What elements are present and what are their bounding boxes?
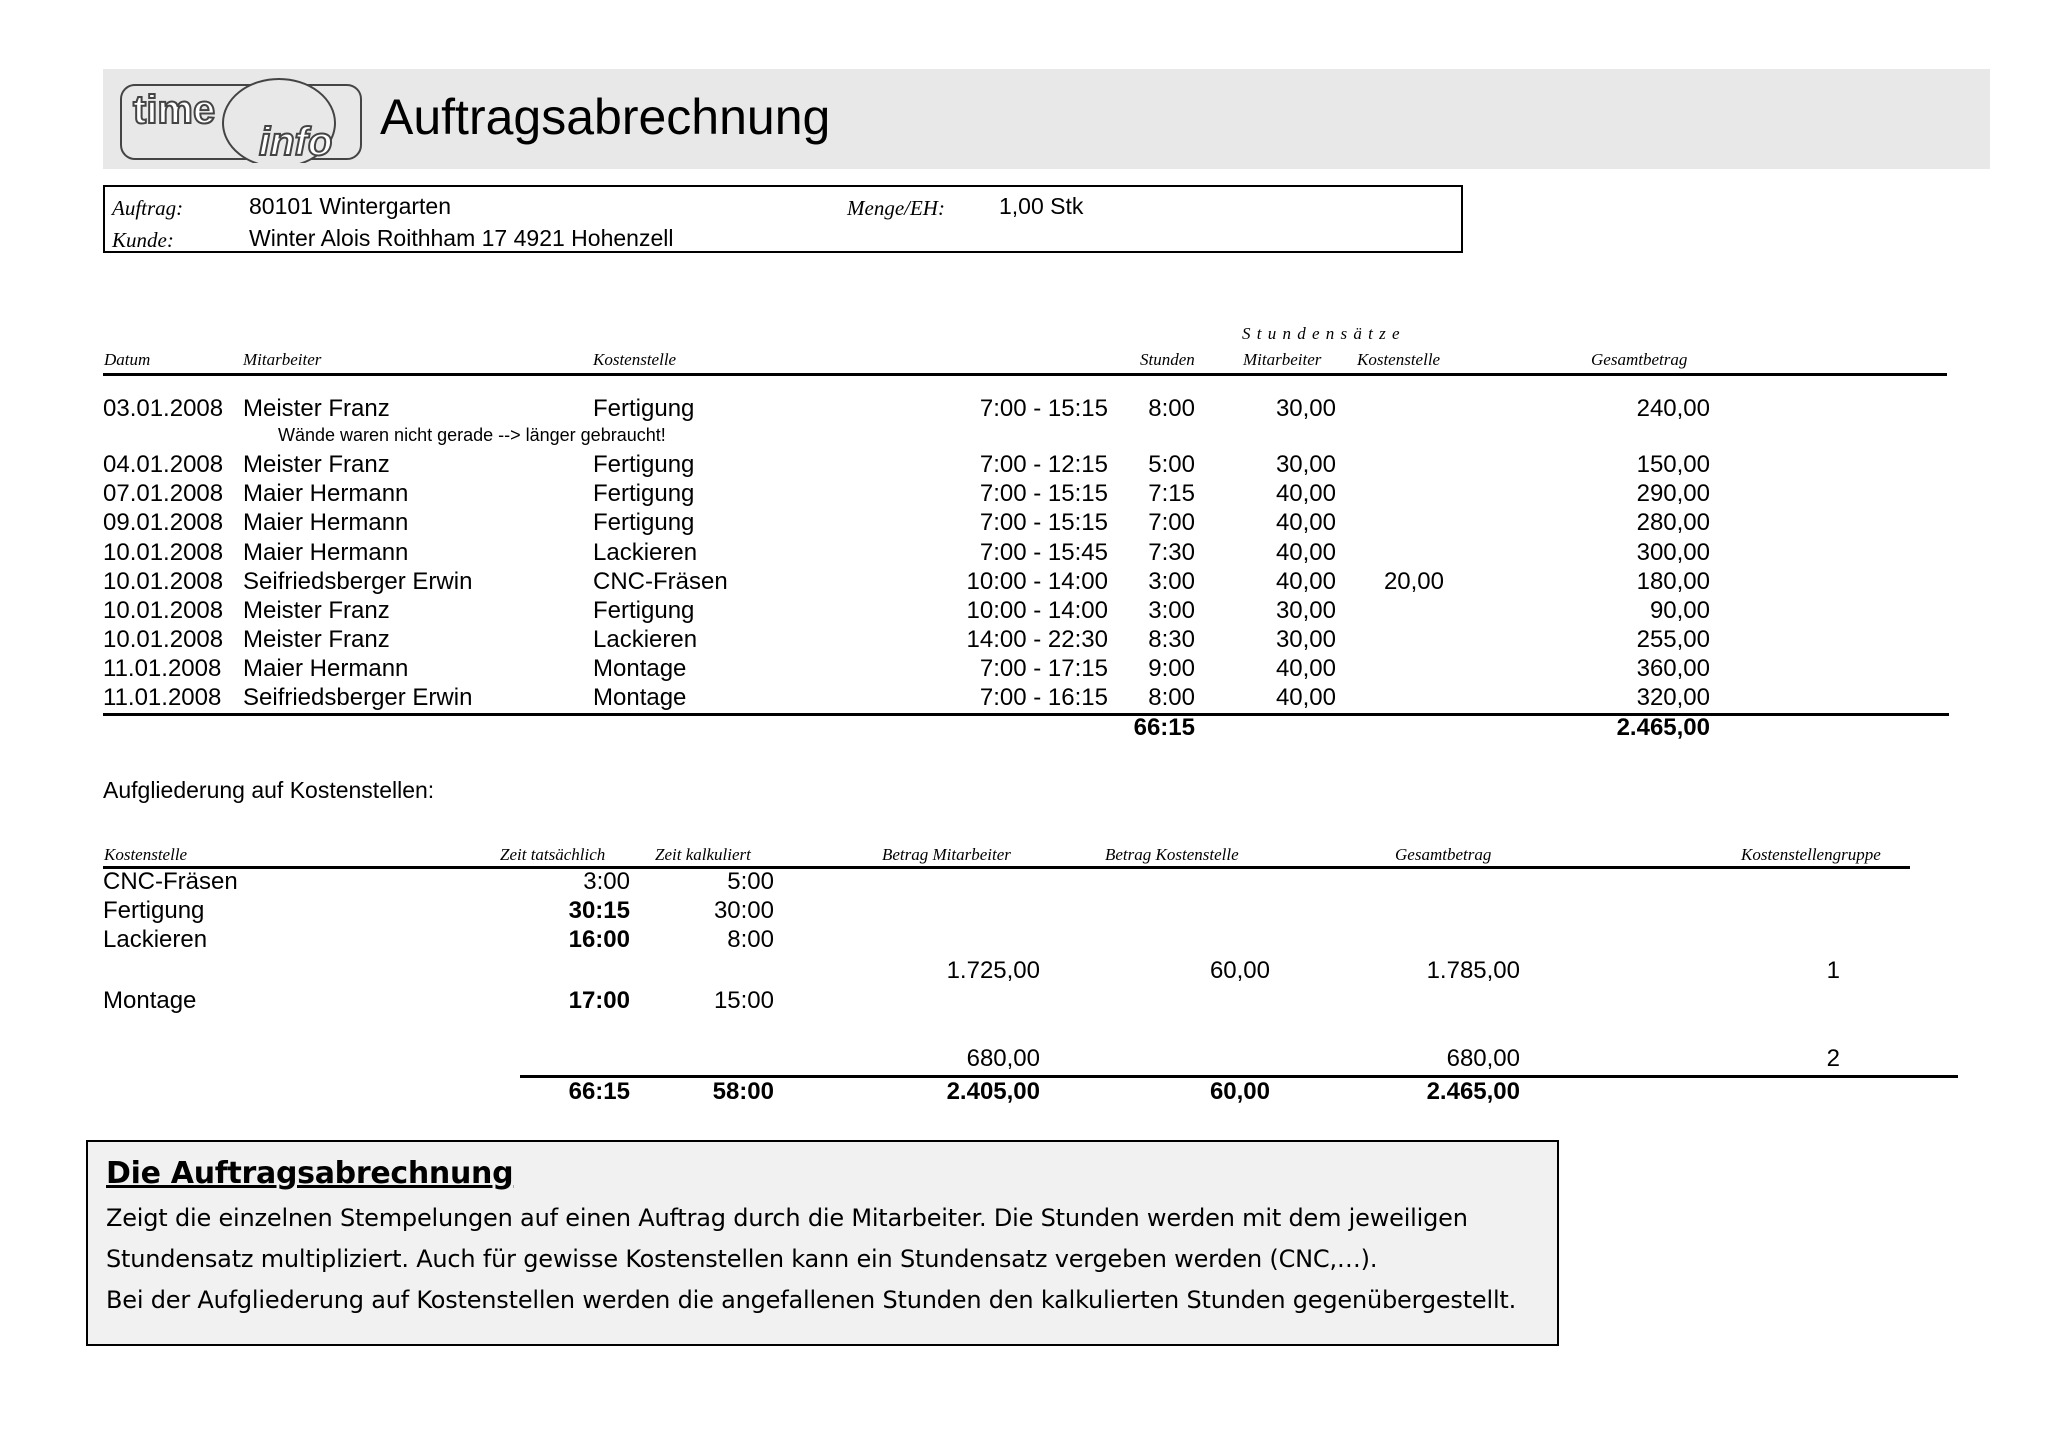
booking-zeit: 7:00 - 16:15: [979, 684, 1108, 711]
bd-row-zeit-k: 30:00: [713, 897, 774, 924]
kunde-value: Winter Alois Roithham 17 4921 Hohenzell: [249, 225, 674, 251]
booking-mitarbeiter: Meister Franz: [243, 395, 390, 422]
bd-row-zeit-k: 8:00: [727, 926, 774, 953]
bd-total-betrag-ks: 60,00: [1209, 1078, 1270, 1105]
booking-satz-ma: 30,00: [1275, 626, 1336, 653]
booking-satz-ma: 40,00: [1275, 480, 1336, 507]
booking-mitarbeiter: Meister Franz: [243, 451, 390, 478]
bd-group2-gesamt: 680,00: [1446, 1045, 1520, 1072]
col-kostenstelle: Kostenstelle: [593, 350, 677, 369]
booking-zeit: 7:00 - 15:15: [979, 480, 1108, 507]
bd-row-zeit-k: 5:00: [727, 868, 774, 895]
bd-row-zeit-k: 15:00: [713, 987, 774, 1014]
menge-label: Menge/EH:: [847, 196, 945, 220]
booking-datum: 09.01.2008: [103, 509, 224, 536]
booking-zeit: 7:00 - 15:15: [979, 395, 1108, 422]
col-stunden: Stunden: [1140, 350, 1195, 369]
booking-stunden: 8:00: [1148, 395, 1195, 422]
kunde-label: Kunde:: [112, 228, 174, 252]
booking-zeit: 7:00 - 15:15: [979, 509, 1108, 536]
auftrag-label: Auftrag:: [112, 196, 184, 220]
bd-col-betrag-mitarbeiter: Betrag Mitarbeiter: [882, 845, 1011, 864]
booking-mitarbeiter: Maier Hermann: [243, 509, 409, 536]
booking-gesamt: 255,00: [1636, 626, 1710, 653]
booking-kostenstelle: Fertigung: [593, 597, 695, 624]
svg-text:time: time: [133, 88, 216, 132]
booking-mitarbeiter: Meister Franz: [243, 597, 390, 624]
bd-group1-betrag-ma: 1.725,00: [946, 957, 1040, 984]
bookings-total-stunden: 66:15: [1133, 714, 1195, 741]
booking-datum: 11.01.2008: [103, 684, 222, 711]
booking-kostenstelle: Montage: [593, 684, 687, 711]
booking-zeit: 10:00 - 14:00: [966, 568, 1108, 595]
menge-value: 1,00 Stk: [999, 193, 1084, 219]
explanation-line: Stundensatz multipliziert. Auch für gewisse Kostenstellen kann ein Stundensatz vergeben werden (CNC,…).: [106, 1245, 1378, 1273]
booking-stunden: 9:00: [1148, 655, 1195, 682]
bd-row-zeit-t: 3:00: [583, 868, 630, 895]
booking-datum: 10.01.2008: [103, 626, 224, 653]
bd-total-gesamt: 2.465,00: [1426, 1078, 1520, 1105]
booking-mitarbeiter: Seifriedsberger Erwin: [243, 568, 473, 595]
bd-row-name: Lackieren: [103, 926, 208, 953]
breakdown-header-rule: [103, 866, 1910, 869]
booking-satz-ma: 30,00: [1275, 597, 1336, 624]
explanation-box: [86, 1140, 1559, 1346]
bd-row-name: Montage: [103, 987, 197, 1014]
bd-col-zeit-tatsaechlich: Zeit tatsächlich: [500, 845, 606, 864]
bd-row-zeit-t: 16:00: [568, 926, 630, 953]
booking-zeit: 7:00 - 17:15: [979, 655, 1108, 682]
page-title: Auftragsabrechnung: [380, 89, 831, 145]
booking-satz-ma: 40,00: [1275, 509, 1336, 536]
booking-mitarbeiter: Seifriedsberger Erwin: [243, 684, 473, 711]
booking-mitarbeiter: Meister Franz: [243, 626, 390, 653]
booking-gesamt: 180,00: [1636, 568, 1710, 595]
booking-satz-ks: 20,00: [1383, 568, 1444, 595]
booking-datum: 07.01.2008: [103, 480, 224, 507]
booking-zeit: 7:00 - 12:15: [979, 451, 1108, 478]
booking-stunden: 7:30: [1148, 539, 1195, 566]
bd-group1-betrag-ks: 60,00: [1209, 957, 1270, 984]
explanation-title: Die Auftragsabrechnung: [106, 1156, 514, 1191]
booking-mitarbeiter: Maier Hermann: [243, 539, 409, 566]
explanation-line: Bei der Aufgliederung auf Kostenstellen werden die angefallenen Stunden den kalkulierten Stunden gegenübergestellt.: [106, 1286, 1517, 1314]
booking-gesamt: 290,00: [1636, 480, 1710, 507]
booking-datum: 10.01.2008: [103, 568, 224, 595]
booking-gesamt: 320,00: [1636, 684, 1710, 711]
booking-kostenstelle: Fertigung: [593, 451, 695, 478]
booking-zeit: 10:00 - 14:00: [966, 597, 1108, 624]
booking-kostenstelle: CNC-Fräsen: [593, 568, 728, 595]
booking-stunden: 8:00: [1148, 684, 1195, 711]
booking-datum: 11.01.2008: [103, 655, 222, 682]
col-gesamtbetrag: Gesamtbetrag: [1591, 350, 1688, 369]
svg-text:info: info: [259, 120, 333, 163]
col-satz-mitarbeiter: Mitarbeiter: [1243, 350, 1322, 369]
booking-satz-ma: 40,00: [1275, 539, 1336, 566]
col-datum: Datum: [104, 350, 151, 369]
bd-col-betrag-kostenstelle: Betrag Kostenstelle: [1105, 845, 1239, 864]
booking-gesamt: 150,00: [1636, 451, 1710, 478]
booking-gesamt: 300,00: [1636, 539, 1710, 566]
bd-col-zeit-kalkuliert: Zeit kalkuliert: [655, 845, 751, 864]
bd-group2-gruppe: 2: [1826, 1045, 1840, 1072]
booking-kostenstelle: Fertigung: [593, 509, 695, 536]
bd-col-kostenstelle: Kostenstelle: [104, 845, 188, 864]
booking-stunden: 7:15: [1148, 480, 1195, 507]
col-mitarbeiter: Mitarbeiter: [243, 350, 322, 369]
booking-stunden: 5:00: [1148, 451, 1195, 478]
bd-total-zeit-k: 58:00: [712, 1078, 774, 1105]
bd-total-zeit-t: 66:15: [568, 1078, 630, 1105]
booking-gesamt: 240,00: [1636, 395, 1710, 422]
bd-col-gesamtbetrag: Gesamtbetrag: [1395, 845, 1492, 864]
booking-satz-ma: 30,00: [1275, 451, 1336, 478]
booking-gesamt: 280,00: [1636, 509, 1710, 536]
booking-stunden: 8:30: [1148, 626, 1195, 653]
explanation-line: Zeigt die einzelnen Stempelungen auf einen Auftrag durch die Mitarbeiter. Die Stunden werden mit dem jeweiligen: [106, 1204, 1468, 1232]
booking-zeit: 14:00 - 22:30: [966, 626, 1108, 653]
booking-stunden: 3:00: [1148, 597, 1195, 624]
booking-datum: 10.01.2008: [103, 597, 224, 624]
booking-stunden: 3:00: [1148, 568, 1195, 595]
booking-satz-ma: 40,00: [1275, 684, 1336, 711]
booking-gesamt: 360,00: [1636, 655, 1710, 682]
booking-stunden: 7:00: [1148, 509, 1195, 536]
bd-group2-betrag-ma: 680,00: [966, 1045, 1040, 1072]
booking-kostenstelle: Lackieren: [593, 626, 698, 653]
booking-datum: 04.01.2008: [103, 451, 224, 478]
booking-kostenstelle: Fertigung: [593, 395, 695, 422]
auftrag-value: 80101 Wintergarten: [249, 193, 452, 219]
booking-gesamt: 90,00: [1649, 597, 1710, 624]
bd-row-zeit-t: 30:15: [568, 897, 630, 924]
bd-row-name: CNC-Fräsen: [103, 868, 238, 895]
booking-mitarbeiter: Maier Hermann: [243, 655, 409, 682]
bd-row-zeit-t: 17:00: [568, 987, 630, 1014]
booking-note: Wände waren nicht gerade --> länger gebraucht!: [278, 425, 666, 445]
stundensaetze-group-header: S t u n d e n s ä t z e: [1242, 324, 1401, 343]
booking-datum: 10.01.2008: [103, 539, 224, 566]
booking-satz-ma: 40,00: [1275, 568, 1336, 595]
booking-kostenstelle: Lackieren: [593, 539, 698, 566]
col-satz-kostenstelle: Kostenstelle: [1357, 350, 1441, 369]
booking-zeit: 7:00 - 15:45: [979, 539, 1108, 566]
bd-total-betrag-ma: 2.405,00: [946, 1078, 1040, 1105]
booking-datum: 03.01.2008: [103, 395, 224, 422]
booking-kostenstelle: Montage: [593, 655, 687, 682]
bd-group1-gesamt: 1.785,00: [1426, 957, 1520, 984]
breakdown-title: Aufgliederung auf Kostenstellen:: [103, 777, 435, 803]
booking-kostenstelle: Fertigung: [593, 480, 695, 507]
booking-mitarbeiter: Maier Hermann: [243, 480, 409, 507]
bookings-total-gesamt: 2.465,00: [1616, 714, 1710, 741]
bd-group1-gruppe: 1: [1826, 957, 1840, 984]
bookings-header-rule: [103, 373, 1947, 376]
booking-satz-ma: 30,00: [1275, 395, 1336, 422]
bd-row-name: Fertigung: [103, 897, 205, 924]
booking-satz-ma: 40,00: [1275, 655, 1336, 682]
timeinfo-logo: [119, 75, 363, 163]
bd-col-gruppe: Kostenstellengruppe: [1741, 845, 1881, 864]
